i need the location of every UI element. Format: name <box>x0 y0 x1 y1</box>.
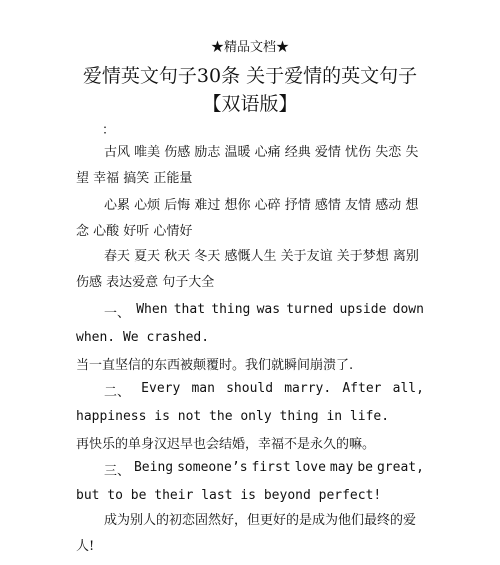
quote-1-word: upside <box>339 302 387 317</box>
quote-1-word: down <box>392 302 424 317</box>
quote-1-word: that <box>173 302 206 317</box>
quote-3-english-line-1 <box>76 460 424 479</box>
quote-2-number: 二、 <box>104 385 131 400</box>
quote-1-number: 一、 <box>104 306 131 321</box>
quote-3-word: may <box>329 460 354 475</box>
quote-3-word: Being <box>133 460 174 475</box>
quote-3-word: be <box>357 460 374 475</box>
intro-colon: ： <box>102 123 116 138</box>
quote-3-word: great, <box>376 460 424 475</box>
title-line-1: 爱情英文句子30条 关于爱情的英文句子 <box>82 65 418 87</box>
header-mark: ★精品文档★ <box>210 40 289 55</box>
quote-1-english-line-1 <box>76 302 424 321</box>
quote-2-word: all, <box>392 381 424 396</box>
quote-2-word: man <box>191 381 215 396</box>
quote-3-english-line-2: but to be their last is beyond perfect! <box>76 488 382 503</box>
quote-2-english-line-1 <box>76 381 424 400</box>
quote-1-chinese: 当一直坚信的东西被颠覆时。我们就瞬间崩溃了. <box>76 358 354 373</box>
quote-2-english-line-2: happiness is not the only thing in life. <box>76 409 390 424</box>
quote-3-word: love <box>294 460 326 475</box>
quote-3-chinese: 成为别人的初恋固然好，但更好的是成为他们最终的爱人! <box>76 513 417 554</box>
quote-2-word: Every <box>141 381 181 396</box>
quote-3-word: someone’s <box>177 460 248 475</box>
quote-3-word: first <box>251 460 291 475</box>
document-title <box>0 62 500 118</box>
quote-1-word: turned <box>286 302 334 317</box>
quote-3-number: 三、 <box>104 464 131 479</box>
quote-1-word: was <box>256 302 281 317</box>
quote-1-word: thing <box>211 302 251 317</box>
quote-2-chinese: 再快乐的单身汉迟早也会结婚，幸福不是永久的嘛。 <box>76 437 376 452</box>
quote-2-word: should <box>226 381 274 396</box>
tag-list-1: 古风 唯美 伤感 励志 温暖 心痛 经典 爱情 忧伤 失恋 失望 幸福 搞笑 正能量 <box>76 145 419 186</box>
quote-2-word: marry. <box>284 381 332 396</box>
title-line-2: 【双语版】 <box>202 93 298 115</box>
quote-2-word: After <box>342 381 382 396</box>
quote-1-word: When <box>136 302 168 317</box>
tag-list-3: 春天 夏天 秋天 冬天 感慨人生 关于友谊 关于梦想 离别伤感 表达爱意 句子大全 <box>76 249 419 290</box>
tag-list-2: 心累 心烦 后悔 难过 想你 心碎 抒情 感情 友情 感动 想念 心酸 好听 心情好 <box>76 198 419 239</box>
quote-1-english-line-2: when. We crashed. <box>76 330 210 345</box>
